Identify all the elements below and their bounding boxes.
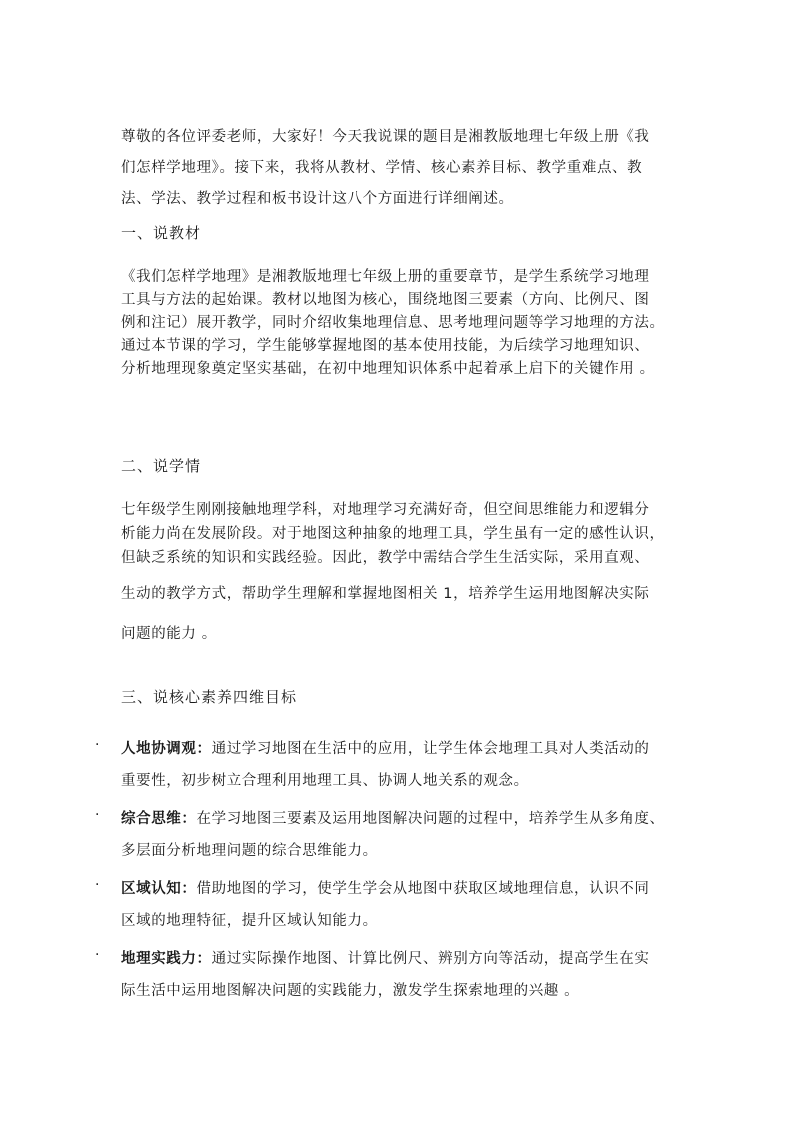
- paragraph-line: 析能力尚在发展阶段。对于地图这种抽象的地理工具，学生虽有一定的感性认识，: [121, 526, 665, 542]
- objective-text: 借助地图的学习，使学生学会从地图中获取区域地理信息，认识不同: [196, 881, 650, 897]
- objective-text: 通过学习地图在生活中的应用，让学生体会地理工具对人类活动的: [211, 741, 650, 757]
- bullet-marker: .: [95, 733, 100, 749]
- objective-text: 际生活中运用地图解决问题的实践能力，激发学生探索地理的兴趣 。: [121, 983, 580, 999]
- paragraph-line: 通过本节课的学习，学生能够掌握地图的基本使用技能，为后续学习地理知识、: [121, 338, 650, 354]
- objective-text: 在学习地图三要素及运用地图解决问题的过程中，培养学生从多角度、: [196, 811, 665, 827]
- objective-text: 重要性，初步树立合理利用地理工具、协调人地关系的观念。: [121, 773, 529, 789]
- paragraph-line: 七年级学生刚刚接触地理学科，对地理学习充满好奇，但空间思维能力和逻辑分: [121, 502, 650, 518]
- intro-line: 法、学法、教学过程和板书设计这八个方面进行详细阐述。: [121, 191, 514, 207]
- students-paragraph-cont: [121, 574, 676, 654]
- section-heading-objectives: 三、说核心素养四维目标: [121, 688, 298, 706]
- paragraph-line: 《我们怎样学地理》是湘教版地理七年级上册的重要章节，是学生系统学习地理: [121, 269, 650, 285]
- section-heading-textbook: 一、说教材: [121, 224, 202, 242]
- paragraph-line: 工具与方法的起始课。教材以地图为核心，围绕地图三要素（方向、比例尺、图: [121, 292, 650, 308]
- paragraph-line: 但缺乏系统的知识和实践经验。因此，教学中需结合学生生活实际，采用直观、: [121, 550, 650, 566]
- paragraph-line: 例和注记）展开教学，同时介绍收集地理信息、思考地理问题等学习地理的方法。: [121, 315, 665, 331]
- objective-text: 区域的地理特征，提升区域认知能力。: [121, 913, 378, 929]
- section-heading-students: 二、说学情: [121, 457, 202, 475]
- bullet-marker: .: [95, 873, 100, 889]
- paragraph-line: 分析地理现象奠定坚实基础，在初中地理知识体系中起着承上启下的关键作用 。: [121, 361, 655, 377]
- objective-term: 地理实践力：: [121, 951, 212, 967]
- intro-line: 们怎样学地理》。接下来，我将从教材、学情、核心素养目标、教学重难点、教: [121, 160, 643, 176]
- bullet-marker: .: [95, 803, 100, 819]
- paragraph-line: 生动的教学方式，帮助学生理解和掌握地图相关 1，培养学生运用地图解决实际: [121, 586, 650, 602]
- intro-line: 尊敬的各位评委老师，大家好！今天我说课的题目是湘教版地理七年级上册《我: [121, 129, 650, 145]
- objective-term: 人地协调观：: [121, 741, 212, 757]
- objective-term: 区域认知：: [121, 881, 197, 897]
- intro-paragraph: [121, 122, 676, 215]
- students-paragraph: [121, 498, 676, 570]
- objective-text: 通过实际操作地图、计算比例尺、辨别方向等活动，提高学生在实: [211, 951, 650, 967]
- textbook-paragraph: [121, 266, 676, 381]
- objective-text: 多层面分析地理问题的综合思维能力。: [121, 843, 378, 859]
- bullet-marker: .: [95, 943, 100, 959]
- objective-term: 综合思维：: [121, 811, 197, 827]
- paragraph-line: 问题的能力 。: [121, 626, 217, 642]
